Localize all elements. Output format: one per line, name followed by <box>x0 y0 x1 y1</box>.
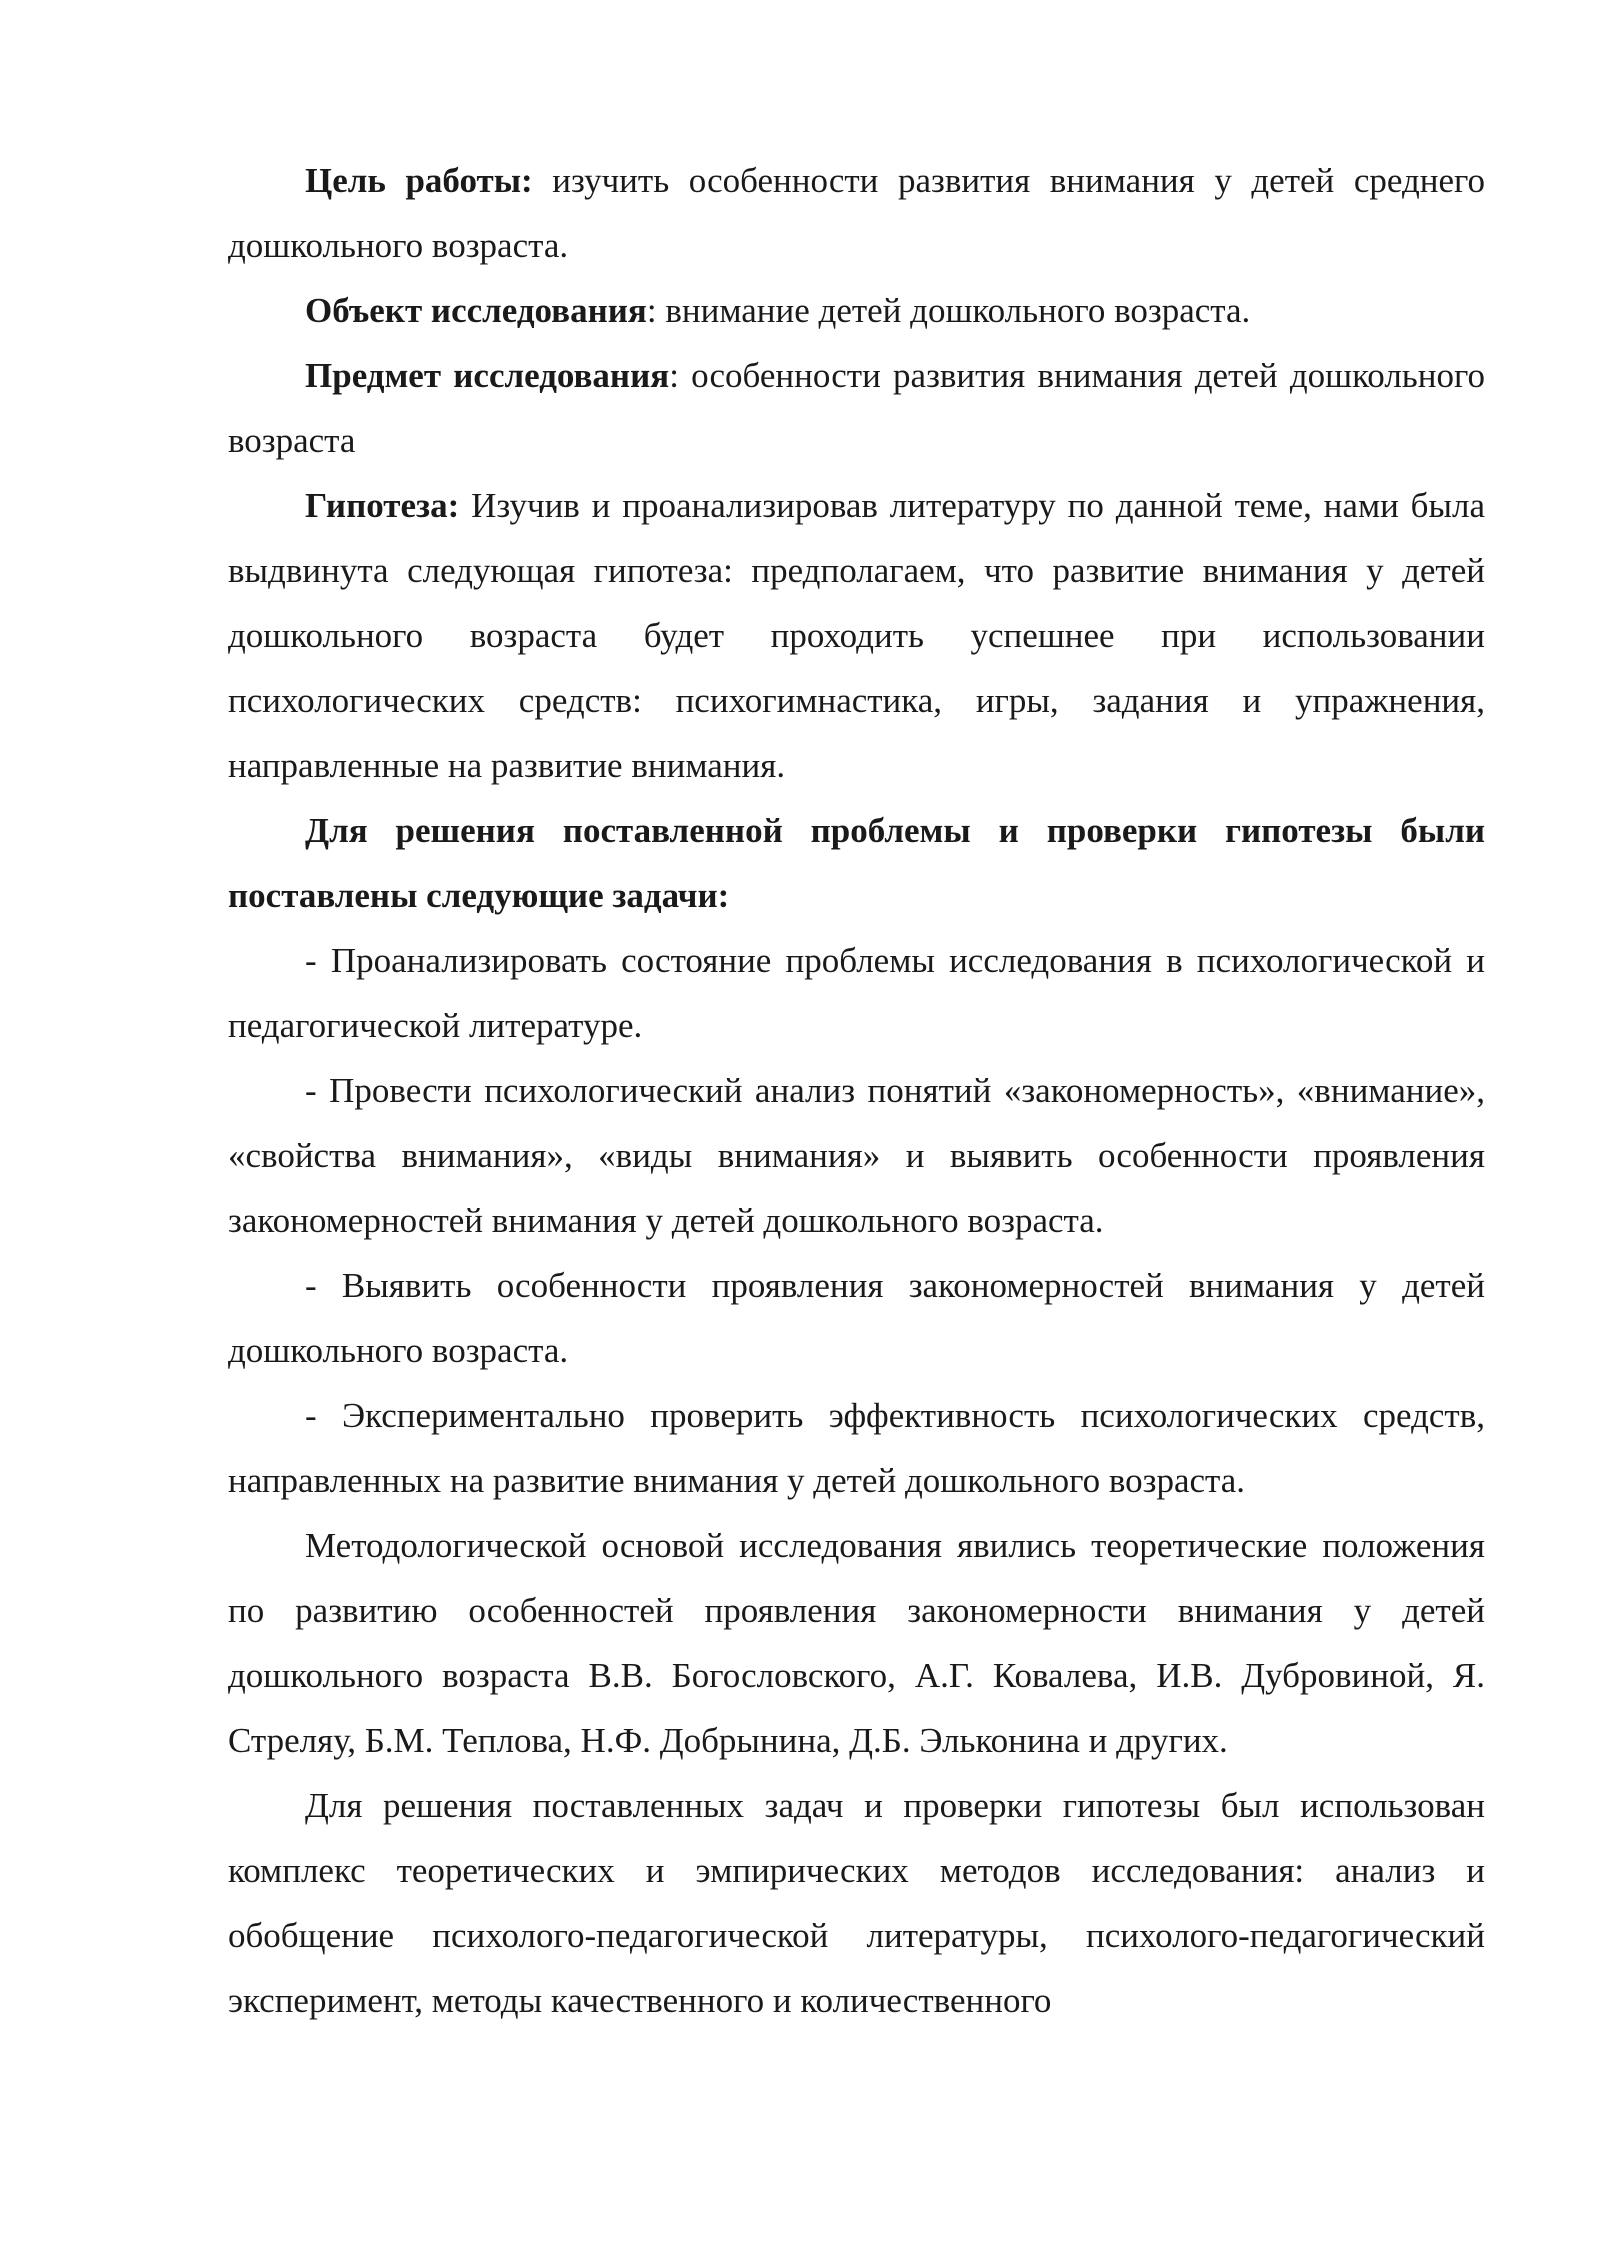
goal-text: изучить особенности развития внимания у детей среднего дошкольного возраста. <box>228 161 1486 265</box>
task-item: - Экспериментально проверить эффективность психологических средств, направленных на развитие внимания у детей дошкольного возраста. <box>228 1396 1485 1500</box>
hypothesis-label: Гипотеза: <box>305 486 460 525</box>
task-item: - Проанализировать состояние проблемы исследования в психологической и педагогической литературе. <box>228 941 1485 1045</box>
goal-paragraph <box>228 148 1485 278</box>
subject-paragraph <box>228 343 1485 473</box>
task-item: - Провести психологический анализ понятий «закономерность», «внимание», «свойства внимания», «виды внимания» и выявить особенности проявления закономерностей внимания у детей дошкольного возраста. <box>228 1071 1485 1240</box>
object-label: Объект исследования <box>305 291 647 330</box>
task-item: - Выявить особенности проявления закономерностей внимания у детей дошкольного возраста. <box>228 1266 1485 1370</box>
document-page <box>228 148 1485 2033</box>
subject-text: : особенности развития внимания детей дошкольного возраста <box>228 356 1485 460</box>
object-text: : внимание детей дошкольного возраста. <box>646 291 1251 330</box>
object-paragraph <box>228 278 1485 343</box>
goal-label: Цель работы: <box>305 161 533 200</box>
tasks-heading: Для решения поставленной проблемы и проверки гипотезы были поставлены следующие задачи: <box>228 811 1485 915</box>
subject-label: Предмет исследования <box>305 356 670 395</box>
hypothesis-text: Изучив и проанализировав литературу по данной теме, нами была выдвинута следующая гипотеза: предполагаем, что развитие внимания у детей дошкольного возраста будет проходить успешнее при использовании психологических средств: психогимнастика, игры, задания и упражнения, направленные на развитие внимания. <box>228 486 1485 785</box>
hypothesis-paragraph <box>228 473 1485 798</box>
methods-paragraph: Для решения поставленных задач и проверки гипотезы был использован комплекс теоретических и эмпирических методов исследования: анализ и обобщение психолого-педагогической литературы, психолого-педагогический эксперимент, методы качественного и количественного <box>228 1786 1485 2020</box>
methodology-paragraph: Методологической основой исследования явились теоретические положения по развитию особенностей проявления закономерности внимания у детей дошкольного возраста В.В. Богословского, А.Г. Ковалева, И.В. Дубровиной, Я. Стреляу, Б.М. Теплова, Н.Ф. Добрынина, Д.Б. Эльконина и других. <box>228 1526 1485 1760</box>
